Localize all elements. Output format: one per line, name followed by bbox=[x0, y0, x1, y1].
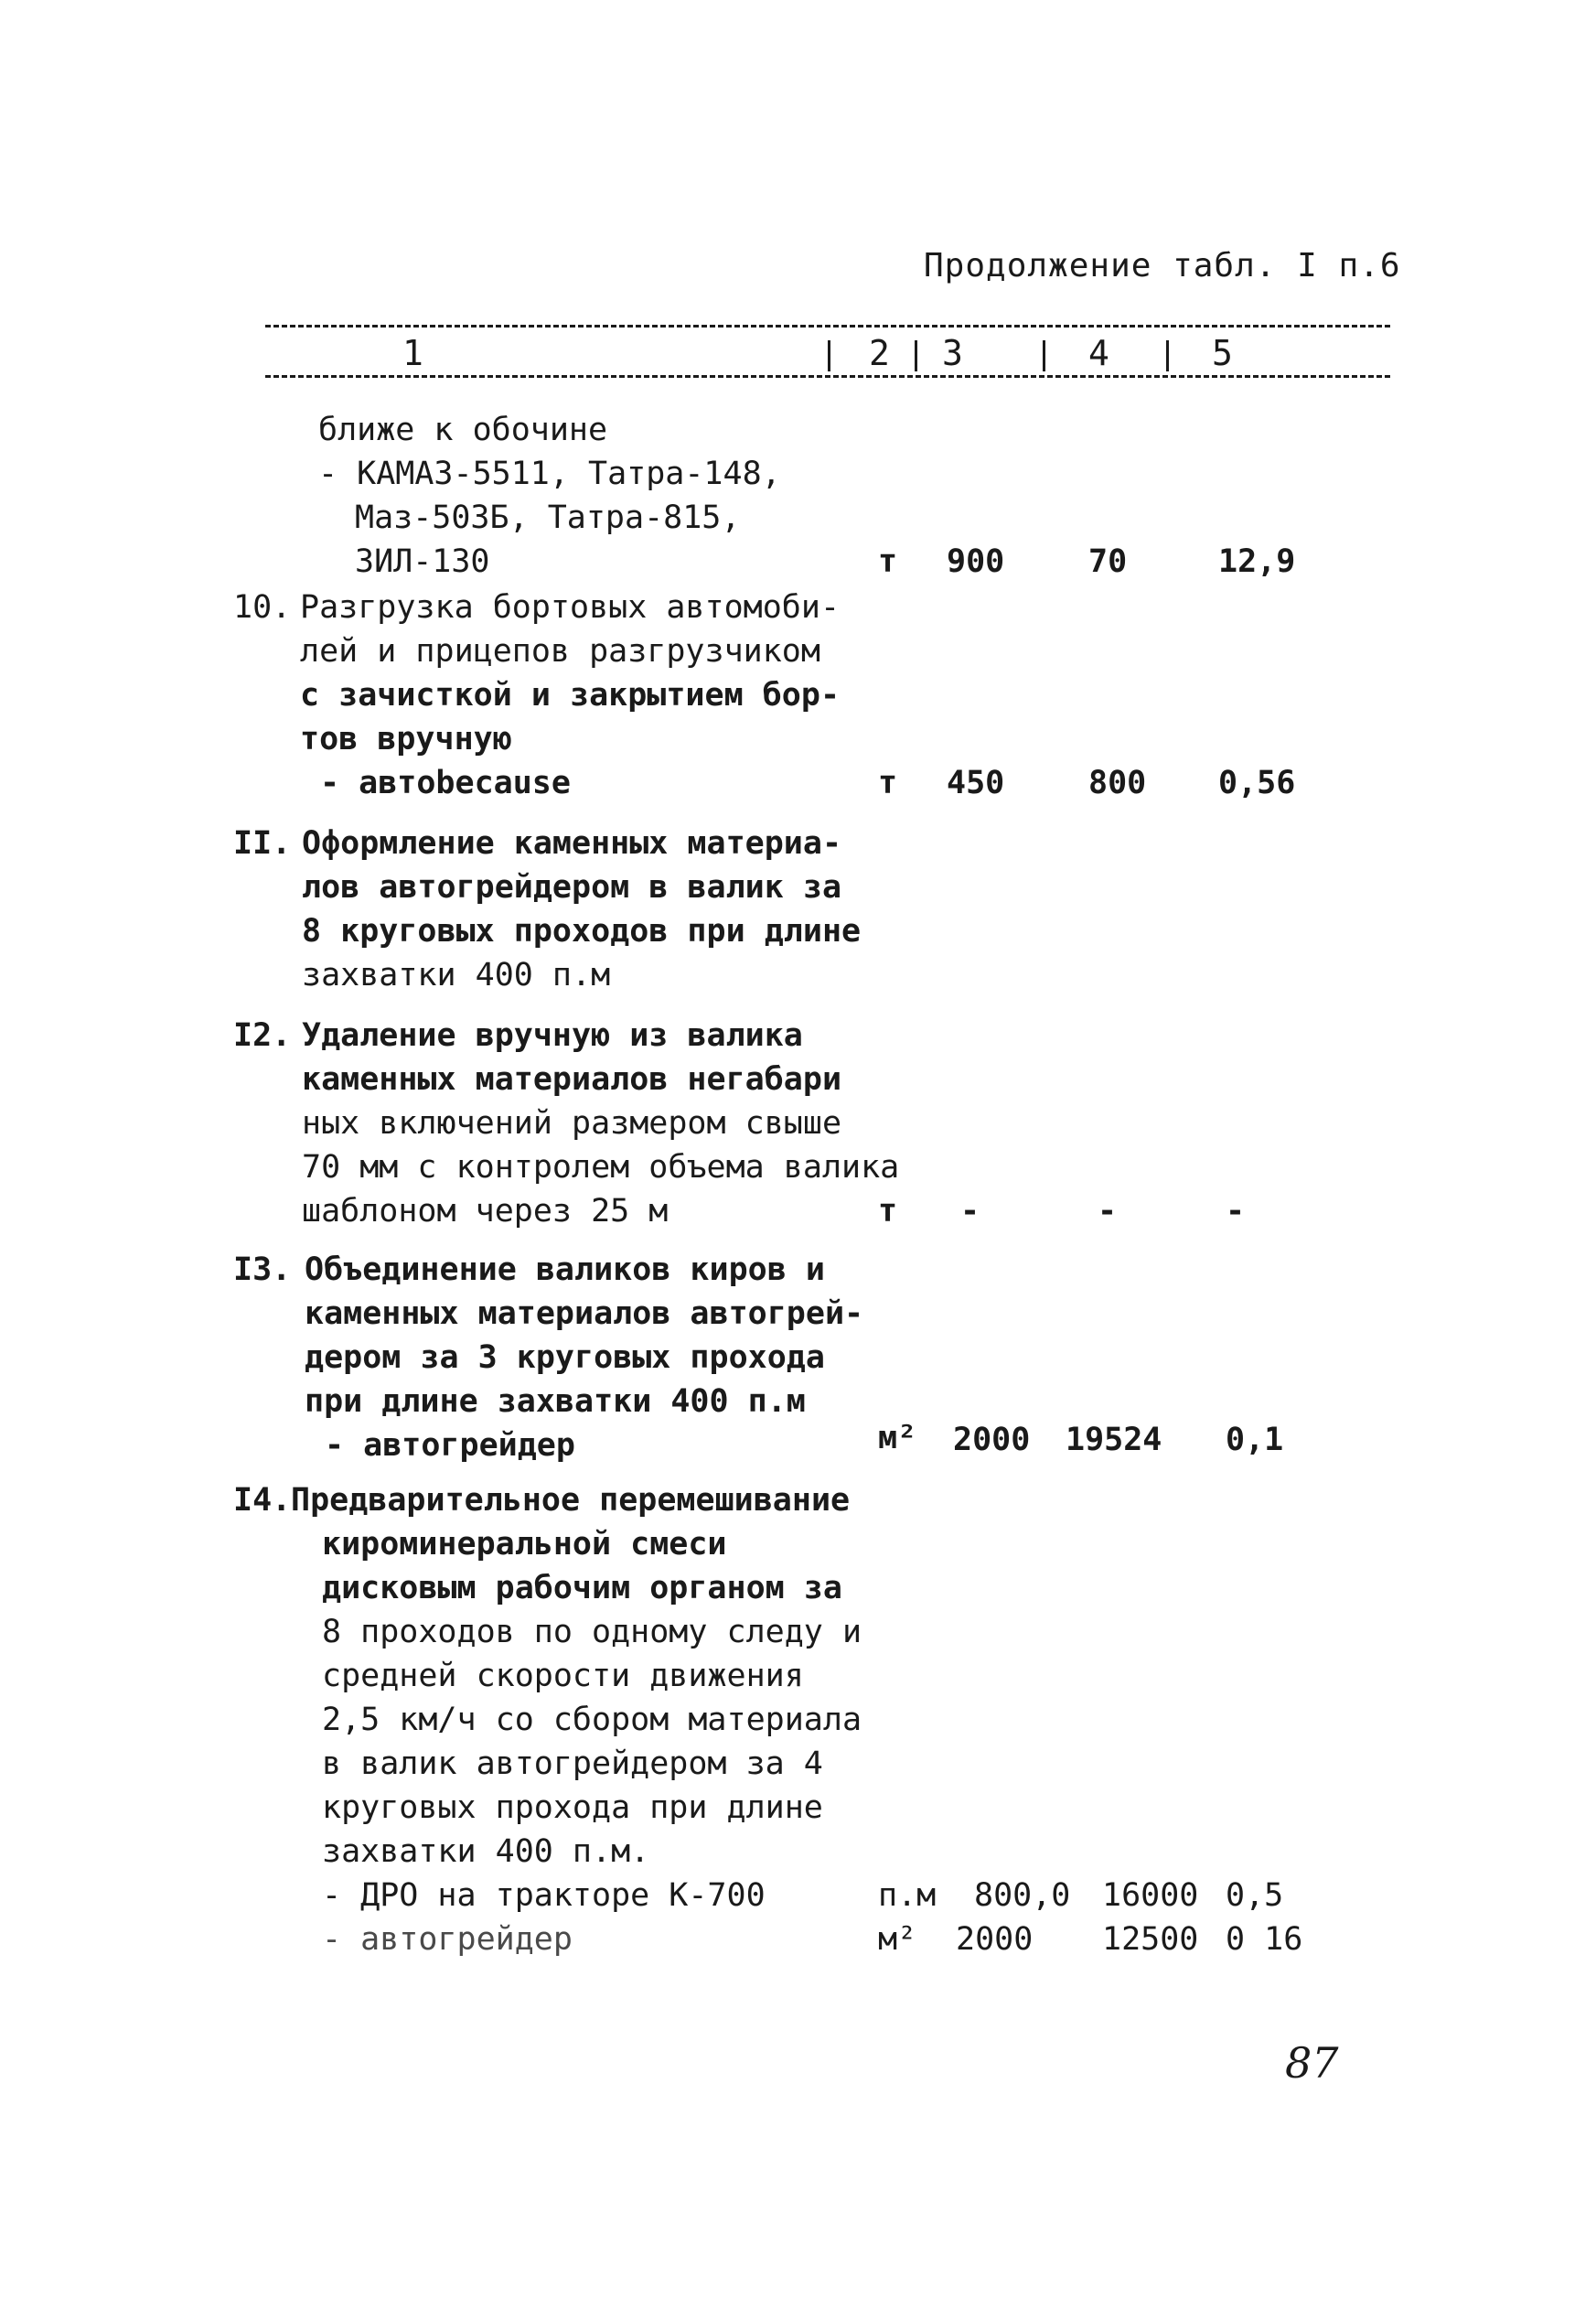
row-text-line: лов автогрейдером в валик за bbox=[302, 869, 842, 906]
row-text-line: с зачисткой и закрытием бор- bbox=[300, 677, 841, 714]
column-header-5: 5 bbox=[1212, 333, 1233, 373]
col5-cell: 0,56 bbox=[1218, 765, 1296, 801]
row-text-line: лей и прицепов разгрузчиком bbox=[300, 633, 820, 670]
row-text-line: 70 мм с контролем объема валика bbox=[302, 1149, 900, 1186]
col4-cell: 16000 bbox=[1102, 1877, 1199, 1914]
column-separator bbox=[1043, 340, 1045, 371]
row-number: II. bbox=[233, 825, 292, 862]
unit-cell: м² bbox=[878, 1420, 917, 1456]
unit-cell: п.м bbox=[878, 1877, 937, 1914]
row-text-line: Оформление каменных материа- bbox=[302, 825, 842, 862]
col4-cell: 70 bbox=[1088, 543, 1128, 580]
row-text-line: ближе к обочине bbox=[318, 412, 608, 448]
row-text-line: Объединение валиков киров и bbox=[305, 1251, 825, 1288]
row-text-line: в валик автогрейдером за 4 bbox=[322, 1745, 823, 1782]
row-text-line: средней скорости движения bbox=[322, 1658, 804, 1694]
row-text-line: дером за 3 круговых прохода bbox=[305, 1339, 825, 1376]
row-text-line: каменных материалов негабари bbox=[302, 1061, 842, 1098]
column-header-4: 4 bbox=[1088, 333, 1109, 373]
column-header-2: 2 bbox=[869, 333, 890, 373]
unit-cell: т bbox=[878, 1193, 898, 1230]
row-text-line: - ДРО на тракторе К-700 bbox=[322, 1877, 766, 1914]
row-text-line: - автогрейдер bbox=[325, 1427, 575, 1464]
unit-cell: м² bbox=[878, 1921, 917, 1958]
row-text-line: 2,5 км/ч со сбором материала bbox=[322, 1702, 862, 1738]
row-text-line: захватки 400 п.м. bbox=[322, 1833, 650, 1870]
header-bottom-rule bbox=[265, 375, 1390, 378]
row-text-line: ЗИЛ-130 bbox=[355, 543, 490, 580]
page-number: 87 bbox=[1285, 2038, 1339, 2088]
unit-cell: т bbox=[878, 543, 898, 580]
row-text-line: 8 круговых проходов при длине bbox=[302, 913, 862, 950]
row-text-line: кироминеральной смеси bbox=[322, 1526, 727, 1563]
unit-cell: т bbox=[878, 765, 898, 801]
col5-cell: 0,1 bbox=[1226, 1422, 1284, 1458]
row-number: I2. bbox=[233, 1017, 292, 1054]
row-text-line: дисковым рабочим органом за bbox=[322, 1570, 842, 1606]
col3-cell: 450 bbox=[947, 765, 1005, 801]
col4-cell: 19524 bbox=[1066, 1422, 1162, 1458]
row-text-line: при длине захватки 400 п.м bbox=[305, 1383, 806, 1420]
row-text-line: шаблоном через 25 м bbox=[302, 1193, 669, 1230]
col5-cell: 0,5 bbox=[1226, 1877, 1284, 1914]
col5-cell: - bbox=[1226, 1193, 1246, 1230]
row-text-line: - КАМАЗ-5511, Татра-148, bbox=[318, 456, 781, 492]
col5-cell: 0 16 bbox=[1226, 1921, 1303, 1958]
col4-cell: - bbox=[1098, 1193, 1118, 1230]
col3-cell: 2000 bbox=[956, 1921, 1034, 1958]
row-text-line: - автогрейдер bbox=[322, 1921, 573, 1958]
header-top-rule bbox=[265, 325, 1390, 328]
row-text-line: 8 проходов по одному следу и bbox=[322, 1614, 862, 1650]
row-text-line: ных включений размером свыше bbox=[302, 1105, 842, 1142]
column-separator bbox=[828, 340, 830, 371]
row-text-line: тов вручную bbox=[300, 721, 512, 757]
row-text-line: круговых прохода при длине bbox=[322, 1789, 823, 1826]
col3-cell: 800,0 bbox=[974, 1877, 1071, 1914]
column-separator bbox=[1166, 340, 1169, 371]
column-separator bbox=[915, 340, 917, 371]
row-number: 10. bbox=[233, 589, 292, 626]
row-text-line: Предварительное перемешивание bbox=[291, 1482, 851, 1519]
col4-cell: 800 bbox=[1088, 765, 1147, 801]
row-text-line: Маз-503Б, Татра-815, bbox=[355, 499, 741, 536]
table-continuation-caption: Продолжение табл. I п.6 bbox=[924, 247, 1401, 285]
row-text-line: Разгрузка бортовых автомоби- bbox=[300, 589, 841, 626]
col4-cell: 12500 bbox=[1102, 1921, 1199, 1958]
row-text-line: Удаление вручную из валика bbox=[302, 1017, 803, 1054]
column-header-3: 3 bbox=[942, 333, 963, 373]
row-text-line: - автоbecause bbox=[320, 765, 571, 801]
col3-cell: 2000 bbox=[953, 1422, 1031, 1458]
col3-cell: 900 bbox=[947, 543, 1005, 580]
row-text-line: захватки 400 п.м bbox=[302, 957, 611, 993]
col5-cell: 12,9 bbox=[1218, 543, 1296, 580]
col3-cell: - bbox=[960, 1193, 980, 1230]
row-text-line: каменных материалов автогрей- bbox=[305, 1295, 864, 1332]
column-header-1: 1 bbox=[402, 333, 423, 373]
row-number: I4. bbox=[233, 1482, 292, 1519]
row-number: I3. bbox=[233, 1251, 292, 1288]
